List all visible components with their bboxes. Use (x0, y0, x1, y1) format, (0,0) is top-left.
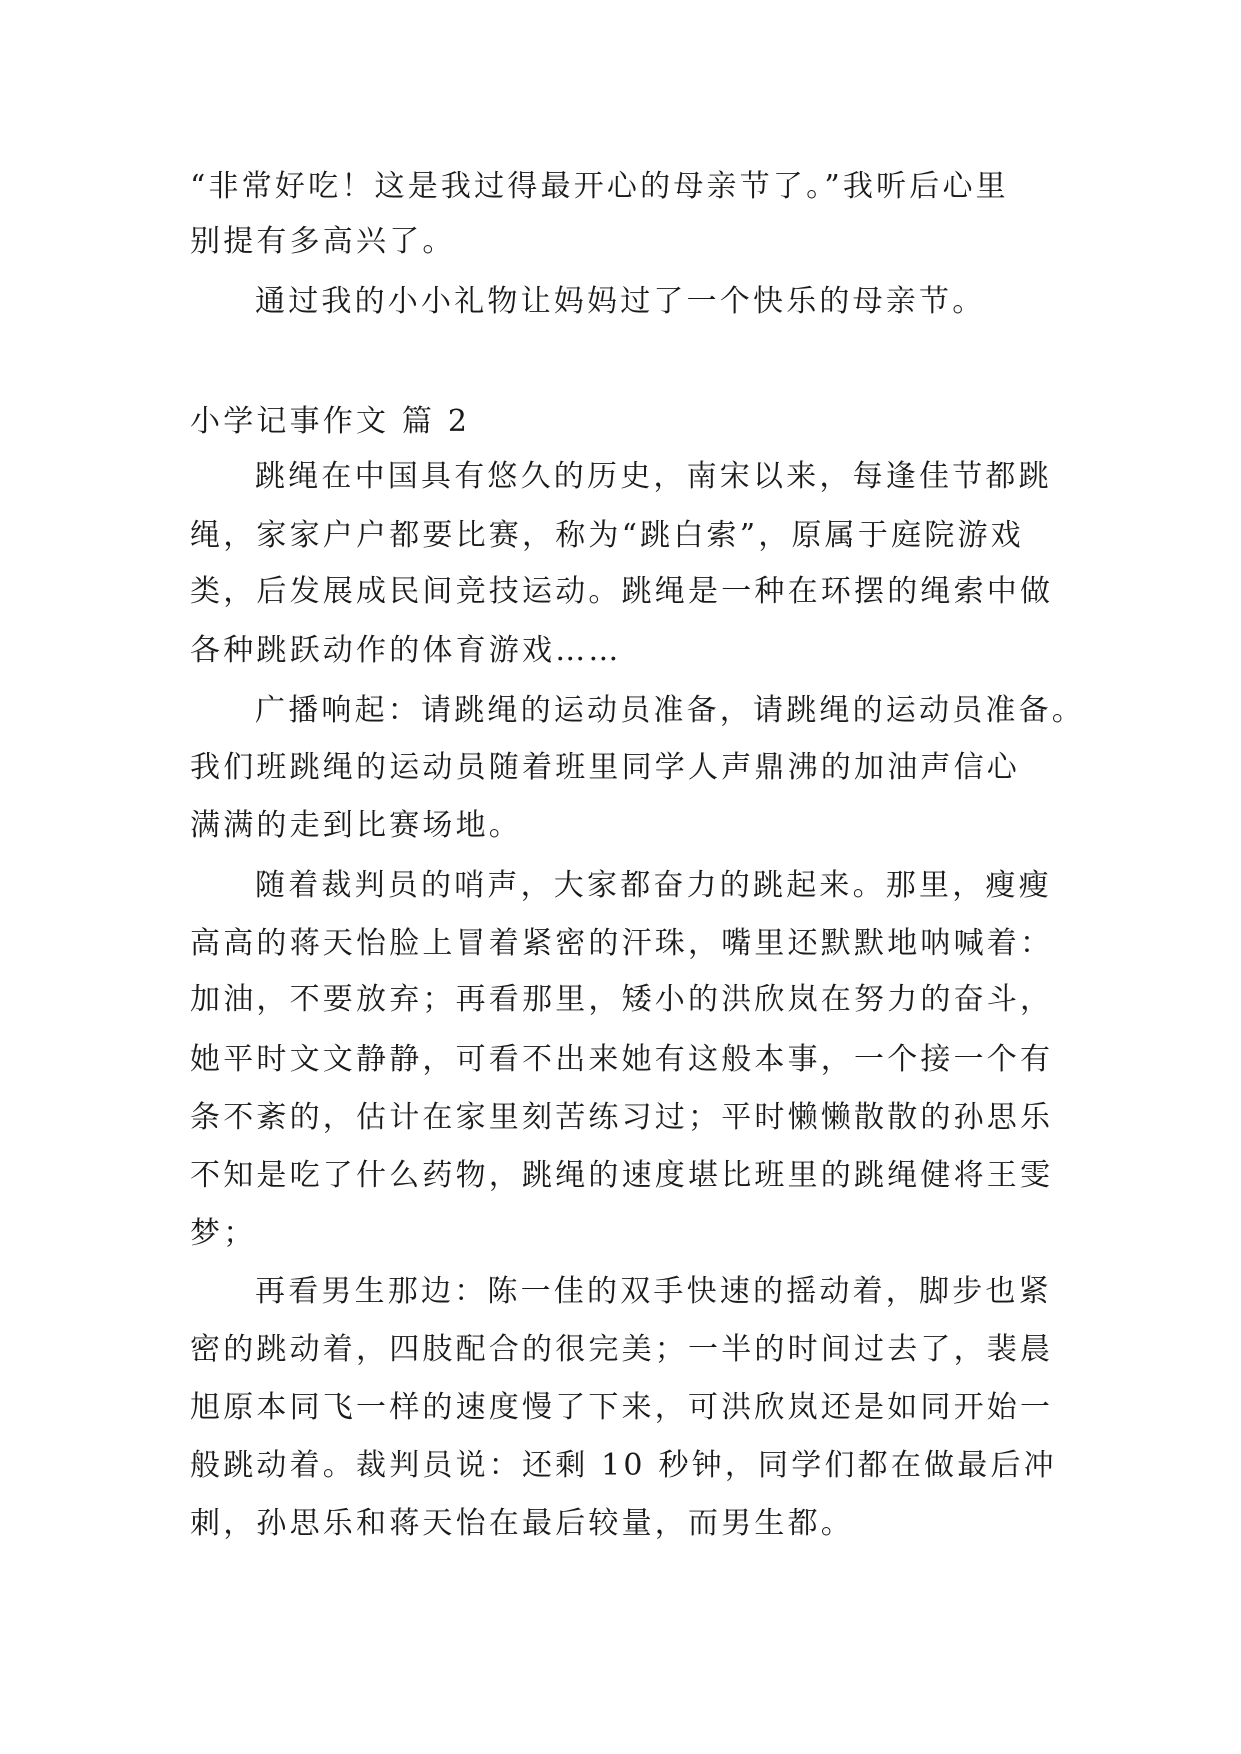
text-line: 条不紊的，估计在家里刻苦练习过；平时懒懒散散的孙思乐 (190, 1100, 1054, 1135)
text-line: 高高的蒋天怡脸上冒着紧密的汗珠，嘴里还默默地呐喊着： (190, 926, 1054, 961)
text-line: 我们班跳绳的运动员随着班里同学人声鼎沸的加油声信心 (190, 750, 1020, 785)
text-line: 她平时文文静静，可看不出来她有这般本事，一个接一个有 (190, 1042, 1054, 1077)
text-line: 满满的走到比赛场地。 (190, 808, 522, 843)
text-line: 再看男生那边：陈一佳的双手快速的摇动着，脚步也紧 (255, 1274, 1052, 1309)
text-line: 密的跳动着，四肢配合的很完美；一半的时间过去了，裴晨 (190, 1332, 1054, 1367)
text-line: 刺，孙思乐和蒋天怡在最后较量，而男生都。 (190, 1506, 854, 1541)
text-line: 绳，家家户户都要比赛，称为“跳白索”，原属于庭院游戏 (190, 518, 1024, 553)
text-line: “非常好吃！这是我过得最开心的母亲节了。”我听后心里 (190, 169, 1009, 204)
text-line: 般跳动着。裁判员说：还剩 10 秒钟，同学们都在做最后冲 (190, 1448, 1057, 1483)
text-line: 旭原本同飞一样的速度慢了下来，可洪欣岚还是如同开始一 (190, 1390, 1054, 1425)
text-line: 不知是吃了什么药物，跳绳的速度堪比班里的跳绳健将王雯 (190, 1158, 1054, 1193)
text-line: 通过我的小小礼物让妈妈过了一个快乐的母亲节。 (255, 284, 986, 319)
text-line: 广播响起：请跳绳的运动员准备，请跳绳的运动员准备。 (255, 693, 1085, 728)
text-line: 加油，不要放弃；再看那里，矮小的洪欣岚在努力的奋斗， (190, 982, 1054, 1017)
text-line: 跳绳在中国具有悠久的历史，南宋以来，每逢佳节都跳 (255, 459, 1052, 494)
text-line: 各种跳跃动作的体育游戏…… (190, 633, 622, 668)
text-line: 梦； (190, 1216, 257, 1251)
text-line: 类，后发展成民间竞技运动。跳绳是一种在环摆的绳索中做 (190, 574, 1054, 609)
text-line: 随着裁判员的哨声，大家都奋力的跳起来。那里，瘦瘦 (255, 868, 1052, 903)
section-heading: 小学记事作文 篇 2 (190, 404, 471, 439)
text-line: 别提有多高兴了。 (190, 224, 456, 259)
